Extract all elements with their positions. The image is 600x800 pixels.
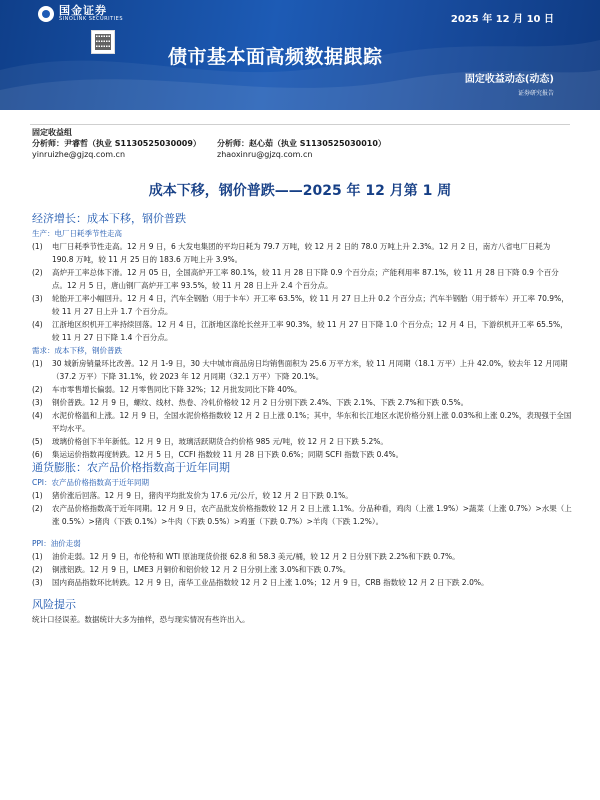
item-text: 车市零售增长偏弱。12 月零售同比下降 32%；12 月批发同比下降 40%。 bbox=[52, 385, 302, 394]
main-title: 成本下移，钢价普跌——2025 年 12 月第 1 周 bbox=[148, 183, 452, 199]
report-title: 债市基本面高频数据跟踪 bbox=[168, 46, 383, 68]
list-item bbox=[32, 502, 572, 528]
item-number: (2) bbox=[32, 268, 43, 277]
list-item bbox=[32, 318, 572, 344]
risk-text: 统计口径误差。数据统计大多为抽样，恐与现实情况有些许出入。 bbox=[32, 615, 250, 624]
subsection-title-demand: 需求：成本下移，钢价普跌 bbox=[32, 346, 122, 355]
item-number: (1) bbox=[32, 359, 43, 368]
item-number: (5) bbox=[32, 437, 43, 446]
list-item bbox=[32, 576, 572, 589]
item-number: (4) bbox=[32, 411, 43, 420]
list-item bbox=[32, 292, 572, 318]
logo-cn-text: 国金证券 bbox=[59, 4, 107, 17]
item-text: 电厂日耗季节性走高。12 月 9 日，6 大发电集团的平均日耗为 79.7 万吨，较 12 月 2 日的 78.0 万吨上升 2.3%。12 月 2 日，南方八省电厂日耗为 190.8 万吨，较 11 月 25 日的 183.6 万吨上升 3.9%。 bbox=[52, 242, 551, 264]
item-number: (3) bbox=[32, 398, 43, 407]
production-list bbox=[32, 240, 572, 344]
item-text: 铜涨铝跌。12 月 9 日，LME3 月铜价和铝价较 12 月 2 日分别上涨 3.0%和下跌 0.7%。 bbox=[52, 565, 351, 574]
list-item bbox=[32, 448, 572, 461]
author-block bbox=[32, 127, 402, 160]
subsection-title-ppi: PPI：油价走弱 bbox=[32, 539, 81, 548]
item-text: 30 城新房销量环比改善。12 月 1-9 日，30 大中城市商品房日均销售面积为 25.6 万平方米，较 11 月同期（18.1 万平）上升 42.0%，较去年 12 月同期（37.2 万平）下降 31.1%，较 2023 年 12 月同期（32.1 万平）下降 20.1%。 bbox=[52, 359, 568, 381]
report-date: 2025 年 12 月 10 日 bbox=[450, 14, 554, 25]
item-text: 高炉开工率总体下滑。12 月 05 日，全国高炉开工率 80.1%，较 11 月 28 日下降 0.9 个百分点；产能利用率 87.1%，较 11 月 28 日下降 0.9 个百分点。12 月 5 日，唐山钢厂高炉开工率 93.5%，较 11 月 28 日上升 2.4 个百分点。 bbox=[52, 268, 559, 290]
report-banner bbox=[0, 0, 600, 110]
item-number: (3) bbox=[32, 294, 43, 303]
item-number: (3) bbox=[32, 578, 43, 587]
list-item bbox=[32, 383, 572, 396]
qr-code-icon bbox=[91, 30, 115, 54]
list-item bbox=[32, 409, 572, 435]
item-text: 江浙地区织机开工率持续回落。12 月 4 日，江浙地区涤纶长丝开工率 90.3%，较 11 月 27 日下降 1.0 个百分点；12 月 4 日，下游织机开工率 65.5%，较 11 月 27 日下降 1.4 个百分点。 bbox=[52, 320, 568, 342]
report-content bbox=[32, 212, 572, 626]
report-type: 固定收益动态(动态) bbox=[464, 74, 554, 85]
list-item bbox=[32, 550, 572, 563]
ppi-list bbox=[32, 550, 572, 589]
item-number: (2) bbox=[32, 504, 43, 513]
list-item bbox=[32, 357, 572, 383]
subsection-title-cpi: CPI：农产品价格指数高于近年同期 bbox=[32, 478, 149, 487]
list-item bbox=[32, 240, 572, 266]
analyst-2-label: 分析师：赵心茹（执业 S1130525030010） bbox=[217, 139, 386, 148]
item-text: 集运运价指数再度转跌。12 月 5 日，CCFI 指数较 11 月 28 日下跌 0.6%；同期 SCFI 指数下跌 0.4%。 bbox=[52, 450, 404, 459]
item-number: (1) bbox=[32, 491, 43, 500]
section-title-risk: 风险提示 bbox=[32, 598, 76, 611]
section-title-inflation: 通货膨胀：农产品价格指数高于近年同期 bbox=[32, 461, 230, 474]
list-item bbox=[32, 266, 572, 292]
item-text: 轮胎开工率小幅回升。12 月 4 日，汽车全钢胎（用于卡车）开工率 63.5%，较 11 月 27 日上升 0.2 个百分点；汽车半钢胎（用于轿车）开工率 70.9%，较 11 月 27 日上升 1.7 个百分点。 bbox=[52, 294, 569, 316]
item-text: 猪价涨后回落。12 月 9 日，猪肉平均批发价为 17.6 元/公斤，较 12 月 2 日下跌 0.1%。 bbox=[52, 491, 353, 500]
item-number: (4) bbox=[32, 320, 43, 329]
report-kind: 证券研究报告 bbox=[517, 90, 554, 97]
list-item bbox=[32, 563, 572, 576]
item-text: 油价走弱。12 月 9 日，布伦特和 WTI 原油现货价报 62.8 和 58.3 美元/桶，较 12 月 2 日分别下跌 2.2%和下跌 0.7%。 bbox=[52, 552, 460, 561]
item-text: 钢价普跌。12 月 9 日，螺纹、线材、热卷、冷轧价格较 12 月 2 日分别下跌 2.4%、下跌 2.1%、下跌 2.7%和下跌 0.5%。 bbox=[52, 398, 469, 407]
item-number: (6) bbox=[32, 450, 43, 459]
item-text: 玻璃价格创下半年新低。12 月 9 日，玻璃活跃期货合约价格 985 元/吨，较 12 月 2 日下跌 5.2%。 bbox=[52, 437, 388, 446]
cpi-list bbox=[32, 489, 572, 528]
logo-en-text: SINOLINK SECURITIES bbox=[59, 16, 123, 22]
list-item bbox=[32, 489, 572, 502]
demand-list bbox=[32, 357, 572, 461]
logo-mark-icon bbox=[38, 6, 54, 22]
item-text: 农产品价格指数高于近年同期。12 月 9 日，农产品批发价格指数较 12 月 2 日上涨 1.1%。分品种看，鸡肉（上涨 1.9%）>蔬菜（上涨 0.7%）>水果（上涨 0.5%）>猪肉（下跌 0.1%）>牛肉（下跌 0.5%）>鸡蛋（下跌 0.7%）>羊肉（下跌 1.2%）。 bbox=[52, 504, 572, 526]
list-item bbox=[32, 396, 572, 409]
analyst-1-label: 分析师：尹睿哲（执业 S1130525030009） bbox=[32, 139, 201, 148]
item-number: (1) bbox=[32, 552, 43, 561]
item-number: (1) bbox=[32, 242, 43, 251]
item-number: (2) bbox=[32, 565, 43, 574]
section-title-growth: 经济增长：成本下移，钢价普跌 bbox=[32, 212, 186, 225]
team-name: 固定收益组 bbox=[32, 128, 72, 137]
item-text: 水泥价格温和上涨。12 月 9 日，全国水泥价格指数较 12 月 2 日上涨 0.1%；其中，华东和长江地区水泥价格分别上涨 0.03%和上涨 0.2%，表现强于全国平均水平。 bbox=[52, 411, 572, 433]
item-text: 国内商品指数环比转跌。12 月 9 日，南华工业品指数较 12 月 2 日上涨 1.0%；12 月 9 日，CRB 指数较 12 月 2 日下跌 2.0%。 bbox=[52, 578, 489, 587]
subsection-title-production: 生产：电厂日耗季节性走高 bbox=[32, 229, 122, 238]
header-divider bbox=[30, 124, 570, 125]
analyst-2-email[interactable]: zhaoxinru@gjzq.com.cn bbox=[217, 150, 313, 159]
analyst-1-email[interactable]: yinruizhe@gjzq.com.cn bbox=[32, 150, 126, 159]
company-logo bbox=[38, 5, 123, 22]
list-item bbox=[32, 435, 572, 448]
item-number: (2) bbox=[32, 385, 43, 394]
